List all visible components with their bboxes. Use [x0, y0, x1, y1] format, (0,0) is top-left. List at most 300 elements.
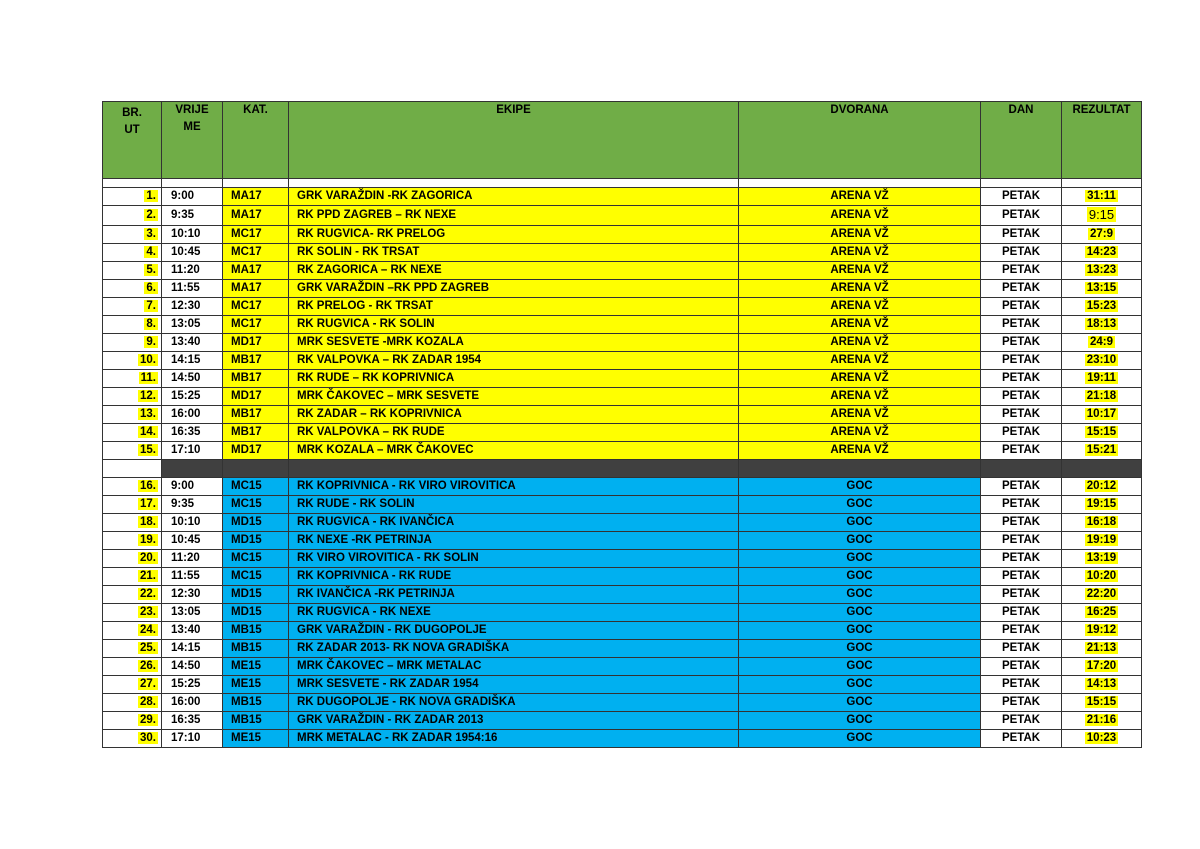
match-category: MD17 [223, 388, 289, 406]
header-spacer-row [103, 179, 1142, 188]
match-day: PETAK [981, 694, 1062, 712]
table-row [103, 568, 1142, 586]
match-day: PETAK [981, 406, 1062, 424]
match-day: PETAK [981, 622, 1062, 640]
match-teams: RK RUGVICA - RK SOLIN [289, 316, 739, 334]
match-category: MB15 [223, 622, 289, 640]
match-result-cell [1062, 352, 1142, 370]
match-result-cell [1062, 262, 1142, 280]
match-category: MA17 [223, 188, 289, 206]
match-number-cell [103, 676, 162, 694]
match-venue: GOC [739, 676, 981, 694]
match-result-cell [1062, 658, 1142, 676]
table-row [103, 586, 1142, 604]
match-day: PETAK [981, 188, 1062, 206]
match-number: 24. [140, 624, 156, 636]
table-row [103, 298, 1142, 316]
table-row [103, 604, 1142, 622]
table-row [103, 442, 1142, 460]
match-result: 19:12 [1086, 624, 1117, 636]
match-teams: RK NEXE -RK PETRINJA [289, 532, 739, 550]
match-category: MA17 [223, 206, 289, 226]
match-time: 11:20 [162, 262, 223, 280]
match-number-cell [103, 496, 162, 514]
match-category: MB15 [223, 694, 289, 712]
header-category: KAT. [223, 102, 289, 179]
match-result: 13:19 [1086, 552, 1117, 564]
match-time: 14:15 [162, 640, 223, 658]
match-number-cell [103, 206, 162, 226]
match-result-cell [1062, 206, 1142, 226]
match-number-cell [103, 262, 162, 280]
match-number: 5. [146, 264, 156, 276]
match-result: 21:13 [1086, 642, 1117, 654]
match-venue: ARENA VŽ [739, 280, 981, 298]
match-number-cell [103, 298, 162, 316]
match-teams: RK DUGOPOLJE - RK NOVA GRADIŠKA [289, 694, 739, 712]
match-teams: RK RUDE – RK KOPRIVNICA [289, 370, 739, 388]
match-venue: GOC [739, 640, 981, 658]
match-result: 21:18 [1086, 390, 1117, 402]
match-teams: RK RUDE - RK SOLIN [289, 496, 739, 514]
match-result: 21:16 [1086, 714, 1117, 726]
match-number: 6. [146, 282, 156, 294]
table-row [103, 478, 1142, 496]
match-number: 14. [140, 426, 156, 438]
table-row [103, 424, 1142, 442]
match-number: 4. [146, 246, 156, 258]
spacer-cell [739, 179, 981, 188]
match-day: PETAK [981, 478, 1062, 496]
header-day: DAN [981, 102, 1062, 179]
match-time: 9:00 [162, 478, 223, 496]
match-venue: ARENA VŽ [739, 244, 981, 262]
match-time: 9:35 [162, 496, 223, 514]
match-result: 19:15 [1086, 498, 1117, 510]
match-number-cell [103, 514, 162, 532]
separator-cell [289, 460, 739, 478]
match-number: 7. [146, 300, 156, 312]
match-teams: RK ZADAR – RK KOPRIVNICA [289, 406, 739, 424]
table-row [103, 406, 1142, 424]
match-result: 16:25 [1086, 606, 1117, 618]
match-teams: MRK SESVETE -MRK KOZALA [289, 334, 739, 352]
match-category: ME15 [223, 730, 289, 748]
match-time: 13:40 [162, 622, 223, 640]
table-row [103, 334, 1142, 352]
match-day: PETAK [981, 316, 1062, 334]
match-teams: RK RUGVICA - RK NEXE [289, 604, 739, 622]
match-number: 17. [140, 498, 156, 510]
table-row [103, 514, 1142, 532]
match-result-cell [1062, 676, 1142, 694]
match-category: MC15 [223, 496, 289, 514]
match-day: PETAK [981, 206, 1062, 226]
match-number-cell [103, 188, 162, 206]
match-result-cell [1062, 334, 1142, 352]
match-venue: GOC [739, 550, 981, 568]
match-day: PETAK [981, 226, 1062, 244]
match-teams: MRK ČAKOVEC – MRK SESVETE [289, 388, 739, 406]
match-category: MC17 [223, 226, 289, 244]
table-row [103, 206, 1142, 226]
table-row [103, 658, 1142, 676]
match-category: MB17 [223, 424, 289, 442]
separator-cell [981, 460, 1062, 478]
match-result: 22:20 [1086, 588, 1117, 600]
match-venue: ARENA VŽ [739, 370, 981, 388]
match-number: 12. [140, 390, 156, 402]
match-number-cell [103, 568, 162, 586]
group-separator-row [103, 460, 1142, 478]
match-category: MC15 [223, 568, 289, 586]
match-time: 10:10 [162, 226, 223, 244]
match-day: PETAK [981, 442, 1062, 460]
match-day: PETAK [981, 262, 1062, 280]
match-venue: GOC [739, 478, 981, 496]
match-day: PETAK [981, 370, 1062, 388]
table-row [103, 640, 1142, 658]
match-venue: GOC [739, 568, 981, 586]
match-teams: GRK VARAŽDIN - RK DUGOPOLJE [289, 622, 739, 640]
match-category: MD15 [223, 586, 289, 604]
match-day: PETAK [981, 352, 1062, 370]
match-teams: RK ZAGORICA – RK NEXE [289, 262, 739, 280]
match-number: 26. [140, 660, 156, 672]
match-result-cell [1062, 478, 1142, 496]
match-number-cell [103, 244, 162, 262]
match-result: 17:20 [1086, 660, 1117, 672]
match-time: 17:10 [162, 730, 223, 748]
match-category: MB17 [223, 352, 289, 370]
match-number-cell [103, 604, 162, 622]
match-day: PETAK [981, 298, 1062, 316]
match-category: MD15 [223, 514, 289, 532]
match-venue: GOC [739, 532, 981, 550]
match-teams: RK ZADAR 2013- RK NOVA GRADIŠKA [289, 640, 739, 658]
table-row [103, 496, 1142, 514]
match-teams: RK KOPRIVNICA - RK VIRO VIROVITICA [289, 478, 739, 496]
match-venue: ARENA VŽ [739, 406, 981, 424]
table-row [103, 730, 1142, 748]
table-row [103, 226, 1142, 244]
match-venue: GOC [739, 496, 981, 514]
table-row [103, 188, 1142, 206]
match-result: 13:23 [1086, 264, 1117, 276]
match-result-cell [1062, 496, 1142, 514]
match-day: PETAK [981, 280, 1062, 298]
match-number: 29. [140, 714, 156, 726]
match-time: 15:25 [162, 388, 223, 406]
match-time: 11:20 [162, 550, 223, 568]
match-result-cell [1062, 694, 1142, 712]
match-number: 23. [140, 606, 156, 618]
match-category: MC17 [223, 244, 289, 262]
spacer-cell [1062, 179, 1142, 188]
match-time: 15:25 [162, 676, 223, 694]
match-result: 13:15 [1086, 282, 1117, 294]
match-result-cell [1062, 730, 1142, 748]
table-row [103, 280, 1142, 298]
match-venue: GOC [739, 712, 981, 730]
match-number: 22. [140, 588, 156, 600]
match-result: 10:20 [1086, 570, 1117, 582]
header-result: REZULTAT [1062, 102, 1142, 179]
match-result-cell [1062, 586, 1142, 604]
separator-cell [103, 460, 162, 478]
match-time: 9:00 [162, 188, 223, 206]
match-teams: RK VIRO VIROVITICA - RK SOLIN [289, 550, 739, 568]
match-result-cell [1062, 712, 1142, 730]
match-venue: GOC [739, 658, 981, 676]
match-time: 16:00 [162, 694, 223, 712]
match-result: 10:17 [1086, 408, 1117, 420]
match-number: 28. [140, 696, 156, 708]
match-teams: GRK VARAŽDIN –RK PPD ZAGREB [289, 280, 739, 298]
match-result-cell [1062, 550, 1142, 568]
match-time: 12:30 [162, 586, 223, 604]
match-result: 15:21 [1086, 444, 1117, 456]
match-number: 20. [140, 552, 156, 564]
table-row [103, 316, 1142, 334]
match-result: 14:23 [1086, 246, 1117, 258]
spacer-cell [223, 179, 289, 188]
header-number-line1: BR. [122, 107, 142, 119]
match-teams: RK VALPOVKA – RK ZADAR 1954 [289, 352, 739, 370]
match-number-cell [103, 622, 162, 640]
match-venue: ARENA VŽ [739, 352, 981, 370]
match-time: 16:35 [162, 424, 223, 442]
match-teams: GRK VARAŽDIN -RK ZAGORICA [289, 188, 739, 206]
match-venue: GOC [739, 586, 981, 604]
match-result-cell [1062, 532, 1142, 550]
table-row [103, 712, 1142, 730]
match-result-cell [1062, 188, 1142, 206]
match-time: 11:55 [162, 568, 223, 586]
table-row [103, 388, 1142, 406]
match-result: 16:18 [1086, 516, 1117, 528]
match-result-cell [1062, 424, 1142, 442]
match-number: 13. [140, 408, 156, 420]
match-result-cell [1062, 568, 1142, 586]
match-day: PETAK [981, 550, 1062, 568]
match-result: 20:12 [1086, 480, 1117, 492]
match-time: 13:40 [162, 334, 223, 352]
header-number [103, 102, 162, 179]
match-schedule-table [102, 101, 1142, 748]
spacer-cell [981, 179, 1062, 188]
match-time: 13:05 [162, 316, 223, 334]
match-result-cell [1062, 244, 1142, 262]
table-row [103, 622, 1142, 640]
match-time: 16:00 [162, 406, 223, 424]
match-number-cell [103, 712, 162, 730]
header-time [162, 102, 223, 179]
match-result-cell [1062, 388, 1142, 406]
match-result-cell [1062, 604, 1142, 622]
match-number-cell [103, 280, 162, 298]
match-number-cell [103, 532, 162, 550]
match-teams: RK KOPRIVNICA - RK RUDE [289, 568, 739, 586]
match-result: 19:19 [1086, 534, 1117, 546]
match-teams: MRK KOZALA – MRK ČAKOVEC [289, 442, 739, 460]
match-day: PETAK [981, 640, 1062, 658]
match-venue: GOC [739, 730, 981, 748]
match-number: 19. [140, 534, 156, 546]
match-number: 3. [146, 228, 156, 240]
match-venue: GOC [739, 514, 981, 532]
match-result: 24:9 [1089, 336, 1114, 348]
table-row [103, 676, 1142, 694]
match-number: 11. [140, 372, 156, 384]
match-result: 19:11 [1087, 372, 1116, 384]
match-result-cell [1062, 298, 1142, 316]
header-time-line2: ME [183, 121, 201, 133]
header-number-line2: UT [124, 124, 140, 136]
match-number-cell [103, 550, 162, 568]
match-category: MD15 [223, 532, 289, 550]
separator-cell [162, 460, 223, 478]
match-day: PETAK [981, 334, 1062, 352]
match-teams: MRK METALAC - RK ZADAR 1954:16 [289, 730, 739, 748]
match-venue: ARENA VŽ [739, 442, 981, 460]
match-number: 15. [140, 444, 156, 456]
match-time: 14:50 [162, 370, 223, 388]
match-result: 18:13 [1086, 318, 1117, 330]
match-number: 21. [140, 570, 156, 582]
match-day: PETAK [981, 730, 1062, 748]
match-venue: GOC [739, 604, 981, 622]
match-venue: ARENA VŽ [739, 262, 981, 280]
match-time: 12:30 [162, 298, 223, 316]
table-row [103, 694, 1142, 712]
match-time: 10:45 [162, 244, 223, 262]
match-result-cell [1062, 316, 1142, 334]
match-category: MC15 [223, 550, 289, 568]
match-teams: RK IVANČICA -RK PETRINJA [289, 586, 739, 604]
match-number: 25. [140, 642, 156, 654]
match-time: 10:10 [162, 514, 223, 532]
match-teams: RK RUGVICA - RK IVANČICA [289, 514, 739, 532]
match-time: 11:55 [162, 280, 223, 298]
match-result: 15:15 [1086, 696, 1117, 708]
match-venue: ARENA VŽ [739, 316, 981, 334]
match-number: 2. [146, 209, 156, 221]
match-number-cell [103, 730, 162, 748]
match-category: MB15 [223, 712, 289, 730]
match-venue: ARENA VŽ [739, 226, 981, 244]
table-row [103, 370, 1142, 388]
match-result: 15:15 [1086, 426, 1117, 438]
match-day: PETAK [981, 676, 1062, 694]
spacer-cell [289, 179, 739, 188]
match-category: MD17 [223, 442, 289, 460]
table-row [103, 262, 1142, 280]
match-venue: ARENA VŽ [739, 334, 981, 352]
match-venue: ARENA VŽ [739, 388, 981, 406]
match-teams: RK PRELOG - RK TRSAT [289, 298, 739, 316]
match-day: PETAK [981, 388, 1062, 406]
match-result-cell [1062, 280, 1142, 298]
match-number-cell [103, 442, 162, 460]
match-time: 9:35 [162, 206, 223, 226]
match-result-cell [1062, 442, 1142, 460]
match-time: 13:05 [162, 604, 223, 622]
match-result-cell [1062, 622, 1142, 640]
match-number-cell [103, 586, 162, 604]
match-category: MA17 [223, 280, 289, 298]
match-category: MD17 [223, 334, 289, 352]
match-number-cell [103, 640, 162, 658]
table-row [103, 550, 1142, 568]
match-number-cell [103, 334, 162, 352]
match-result: 31:11 [1087, 190, 1116, 202]
spacer-cell [162, 179, 223, 188]
match-day: PETAK [981, 712, 1062, 730]
match-teams: MRK SESVETE - RK ZADAR 1954 [289, 676, 739, 694]
match-number: 1. [146, 190, 156, 202]
match-result-cell [1062, 514, 1142, 532]
match-teams: RK PPD ZAGREB – RK NEXE [289, 206, 739, 226]
match-category: MA17 [223, 262, 289, 280]
match-day: PETAK [981, 568, 1062, 586]
match-venue: ARENA VŽ [739, 298, 981, 316]
match-result: 10:23 [1086, 732, 1117, 744]
table-row [103, 532, 1142, 550]
match-result-cell [1062, 370, 1142, 388]
match-number-cell [103, 424, 162, 442]
match-day: PETAK [981, 604, 1062, 622]
match-time: 16:35 [162, 712, 223, 730]
table-row [103, 352, 1142, 370]
match-number: 30. [140, 732, 156, 744]
match-category: ME15 [223, 676, 289, 694]
match-teams: MRK ČAKOVEC – MRK METALAC [289, 658, 739, 676]
separator-cell [739, 460, 981, 478]
match-category: ME15 [223, 658, 289, 676]
match-result: 27:9 [1089, 228, 1114, 240]
match-time: 17:10 [162, 442, 223, 460]
match-venue: ARENA VŽ [739, 206, 981, 226]
match-result: 14:13 [1086, 678, 1117, 690]
match-category: MC15 [223, 478, 289, 496]
match-number-cell [103, 352, 162, 370]
match-category: MB17 [223, 406, 289, 424]
match-number: 16. [140, 480, 156, 492]
match-venue: ARENA VŽ [739, 188, 981, 206]
match-number: 27. [140, 678, 156, 690]
separator-cell [1062, 460, 1142, 478]
match-day: PETAK [981, 532, 1062, 550]
match-number: 18. [140, 516, 156, 528]
match-number-cell [103, 226, 162, 244]
header-venue: DVORANA [739, 102, 981, 179]
match-category: MC17 [223, 316, 289, 334]
match-day: PETAK [981, 496, 1062, 514]
match-day: PETAK [981, 658, 1062, 676]
header-row [103, 102, 1142, 179]
match-teams: RK SOLIN - RK TRSAT [289, 244, 739, 262]
match-teams: RK VALPOVKA – RK RUDE [289, 424, 739, 442]
schedule-body [103, 188, 1142, 748]
header-time-line1: VRIJE [175, 104, 209, 116]
match-result-cell [1062, 640, 1142, 658]
match-number-cell [103, 478, 162, 496]
match-result: 9:15 [1088, 207, 1115, 222]
match-time: 14:15 [162, 352, 223, 370]
match-result-cell [1062, 406, 1142, 424]
separator-cell [223, 460, 289, 478]
